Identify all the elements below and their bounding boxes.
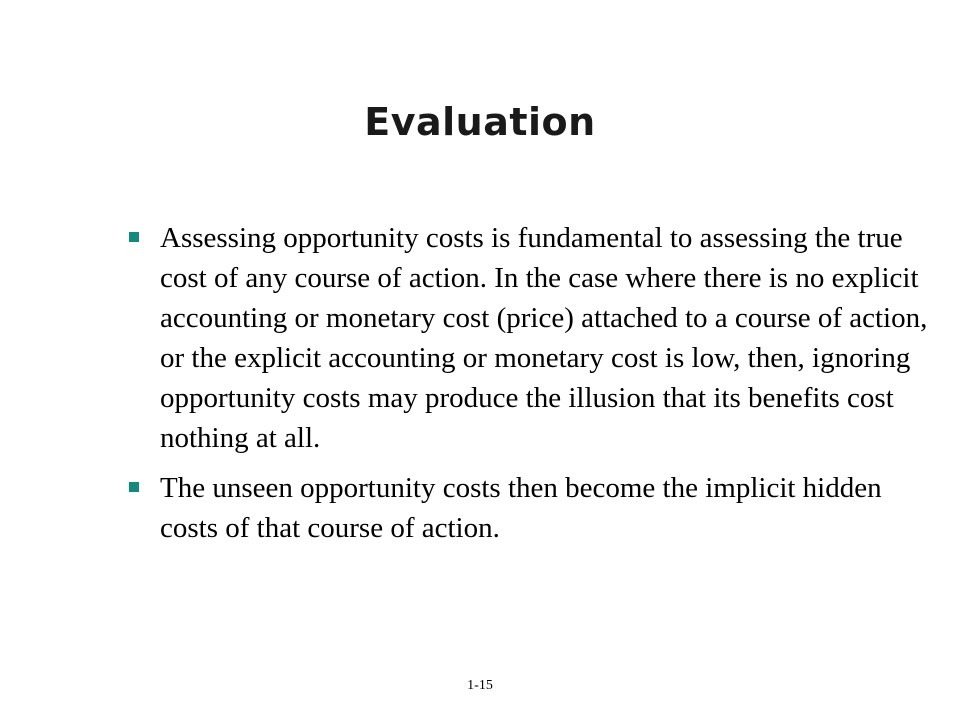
slide-title: Evaluation bbox=[364, 100, 596, 144]
slide-number: 1-15 bbox=[467, 678, 493, 693]
bullet-item bbox=[128, 218, 928, 458]
bullet-text: Assessing opportunity costs is fundamental to assessing the true cost of any course of action. In the case where there is no explicit accounting or monetary cost (price) attached to a course of action, or the explicit accounting or monetary cost is low, then, ignoring opportunity costs may produce the illusion that its benefits cost nothing at all. bbox=[160, 222, 928, 454]
square-bullet-icon bbox=[129, 232, 139, 242]
bullet-text: The unseen opportunity costs then become the implicit hidden costs of that course of action. bbox=[160, 472, 882, 544]
square-bullet-icon bbox=[129, 482, 139, 492]
bullet-list bbox=[128, 218, 928, 558]
bullet-item bbox=[128, 468, 928, 548]
